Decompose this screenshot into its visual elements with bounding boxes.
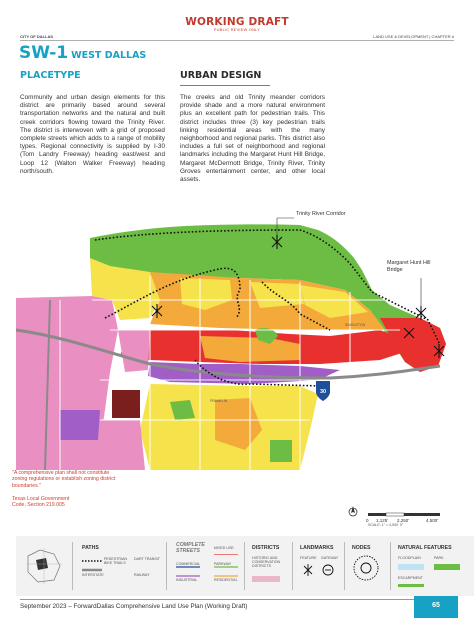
interstate-shield-icon [316,381,330,401]
page-footer [0,596,474,616]
legend-streets-item-1: COMMERCIAL [176,562,201,566]
legend-floodplain-swatch [398,564,424,570]
urban-design-underline [180,85,270,86]
maroon-parcel [112,390,140,418]
legend-park-swatch [434,564,460,570]
callout-bridge-line2: Bridge [387,266,403,273]
legend-divider [292,542,293,590]
legend-divider [72,542,73,590]
legend-escarpment-swatch [398,584,424,587]
legend-natural-item-0: FLOODPLAIN [398,556,421,560]
legend-divider [244,542,245,590]
citation-line1: Texas Local Government [12,496,70,502]
legend-natural-item-2: ESCARPMENT [398,576,423,580]
map-legend [16,536,474,596]
legend-divider [344,542,345,590]
scale-note: SCALE: 1" = 4,500' 0" [368,523,404,527]
map-scale-bar [364,507,444,533]
legend-paths-heading: PATHS [82,545,99,551]
callout-bridge-line1: Margaret Hunt Hill [387,260,431,266]
locator-map-icon [24,546,64,586]
working-draft-stamp [0,16,474,32]
draft-subtitle: PUBLIC REVIEW ONLY [213,28,261,32]
street-label-1: SINGLETON [345,323,366,327]
legend-paths-item-1: DART TRANSIT [134,557,160,561]
footer-text: September 2023 – ForwardDallas Comprehensive Land Use Plan (Working Draft) [20,603,248,610]
scale-tick-0: 0 [366,518,369,523]
legend-districts-heading: DISTRICTS [252,545,280,551]
purple-zone-industrial [148,362,340,384]
legend-nodes-heading: NODES [352,545,371,551]
chapter-label: LAND USE & DEVELOPMENT | CHAPTER # [373,34,454,39]
legend-streets-item-2: PARKWAY [214,562,232,566]
legend-streets-heading: COMPLETE STREETS [176,542,205,554]
street-label-2: FRANKLIN [210,399,228,403]
scale-tick-3: 4,500' [426,518,439,523]
park-patch-3 [270,440,292,462]
purple-zone-west [60,410,100,440]
legend-divider [390,542,391,590]
header-divider [20,40,454,41]
callout-bridge [387,260,430,273]
draft-title: WORKING DRAFT [185,16,289,28]
citation-line2: Code, Section 219.005 [12,502,65,509]
urban-design-body: The creeks and old Trinity meander corridors provide shade and a more natural environment plus an excellent path for pedestrian trails. This district includes three (3) key pedestrian trails linking residential areas with the many neighborhood and regional parks. This district also includes a full set of neighborhood and regional landmarks including the Margaret Hunt Hill Bridge, Margaret McDermott Bridge, Trinity River, Trinity Groves entertainment center, and other local assets. [180,94,325,184]
legend-node-icon [352,554,382,584]
legend-streets-swatches [176,554,246,578]
placetype-heading: PLACETYPE [20,70,81,81]
legend-streets-item-4: RESIDENTIAL [214,578,238,582]
legend-paths-swatches [82,558,162,572]
legend-natural-heading: NATURAL FEATURES [398,545,452,551]
page-number: 65 [432,602,440,609]
scale-tick-2: 2,250' [397,518,410,523]
legend-landmarks-heading: LANDMARKS [300,545,334,551]
legend-paths-item-3: RAILWAY [134,573,150,577]
page-title [19,43,146,63]
legend-landmarks-item-0: FEATURE [300,556,317,560]
legend-streets-item-0: MIXED USE [214,546,234,550]
district-code: SW-1 [19,43,69,63]
legend-landmark-icons [300,562,344,582]
district-name: WEST DALLAS [71,50,147,61]
legend-landmarks-item-1: GATEWAY [321,556,339,560]
zoning-quote: "A comprehensive plan shall not constitute zoning regulations or establish zoning district boundaries." [12,470,116,489]
legend-divider [166,542,167,590]
legend-natural-item-1: PARK [434,556,444,560]
legend-streets-item-3: INDUSTRIAL [176,578,198,582]
legend-districts-item-0: HISTORIC AND CONSERVATION DISTRICTS [252,556,281,569]
legend-paths-item-2: INTERSTATE [82,573,104,577]
urban-design-heading: URBAN DESIGN [180,70,262,81]
pink-zone-center [118,330,150,372]
north-arrow-icon [349,506,357,516]
interstate-shield-number: 30 [319,389,327,395]
callout-trinity-corridor: Trinity River Corridor [296,211,346,217]
scale-tick-1: 1,125' [376,518,389,523]
placetype-body: Community and urban design elements for this district are primarily based around several transportation networks and the natural and built creek corridors flowing toward the Trinity River. The district is interwoven with a grid of proposed complete streets which adds to a range of mobility types. Regional connectivity is supplied by I-30 (Tom Landry Freeway) heading east/west and Loop 12 (Walton Walker Freeway) heading north/south. [20,94,165,175]
legend-districts-swatch [252,576,280,582]
legend-paths-item-0: PEDESTRIAN BIKE TRAILS [104,557,127,566]
quote-citation [12,496,122,509]
footer-divider [20,599,418,600]
city-label: CITY OF DALLAS [20,34,54,39]
